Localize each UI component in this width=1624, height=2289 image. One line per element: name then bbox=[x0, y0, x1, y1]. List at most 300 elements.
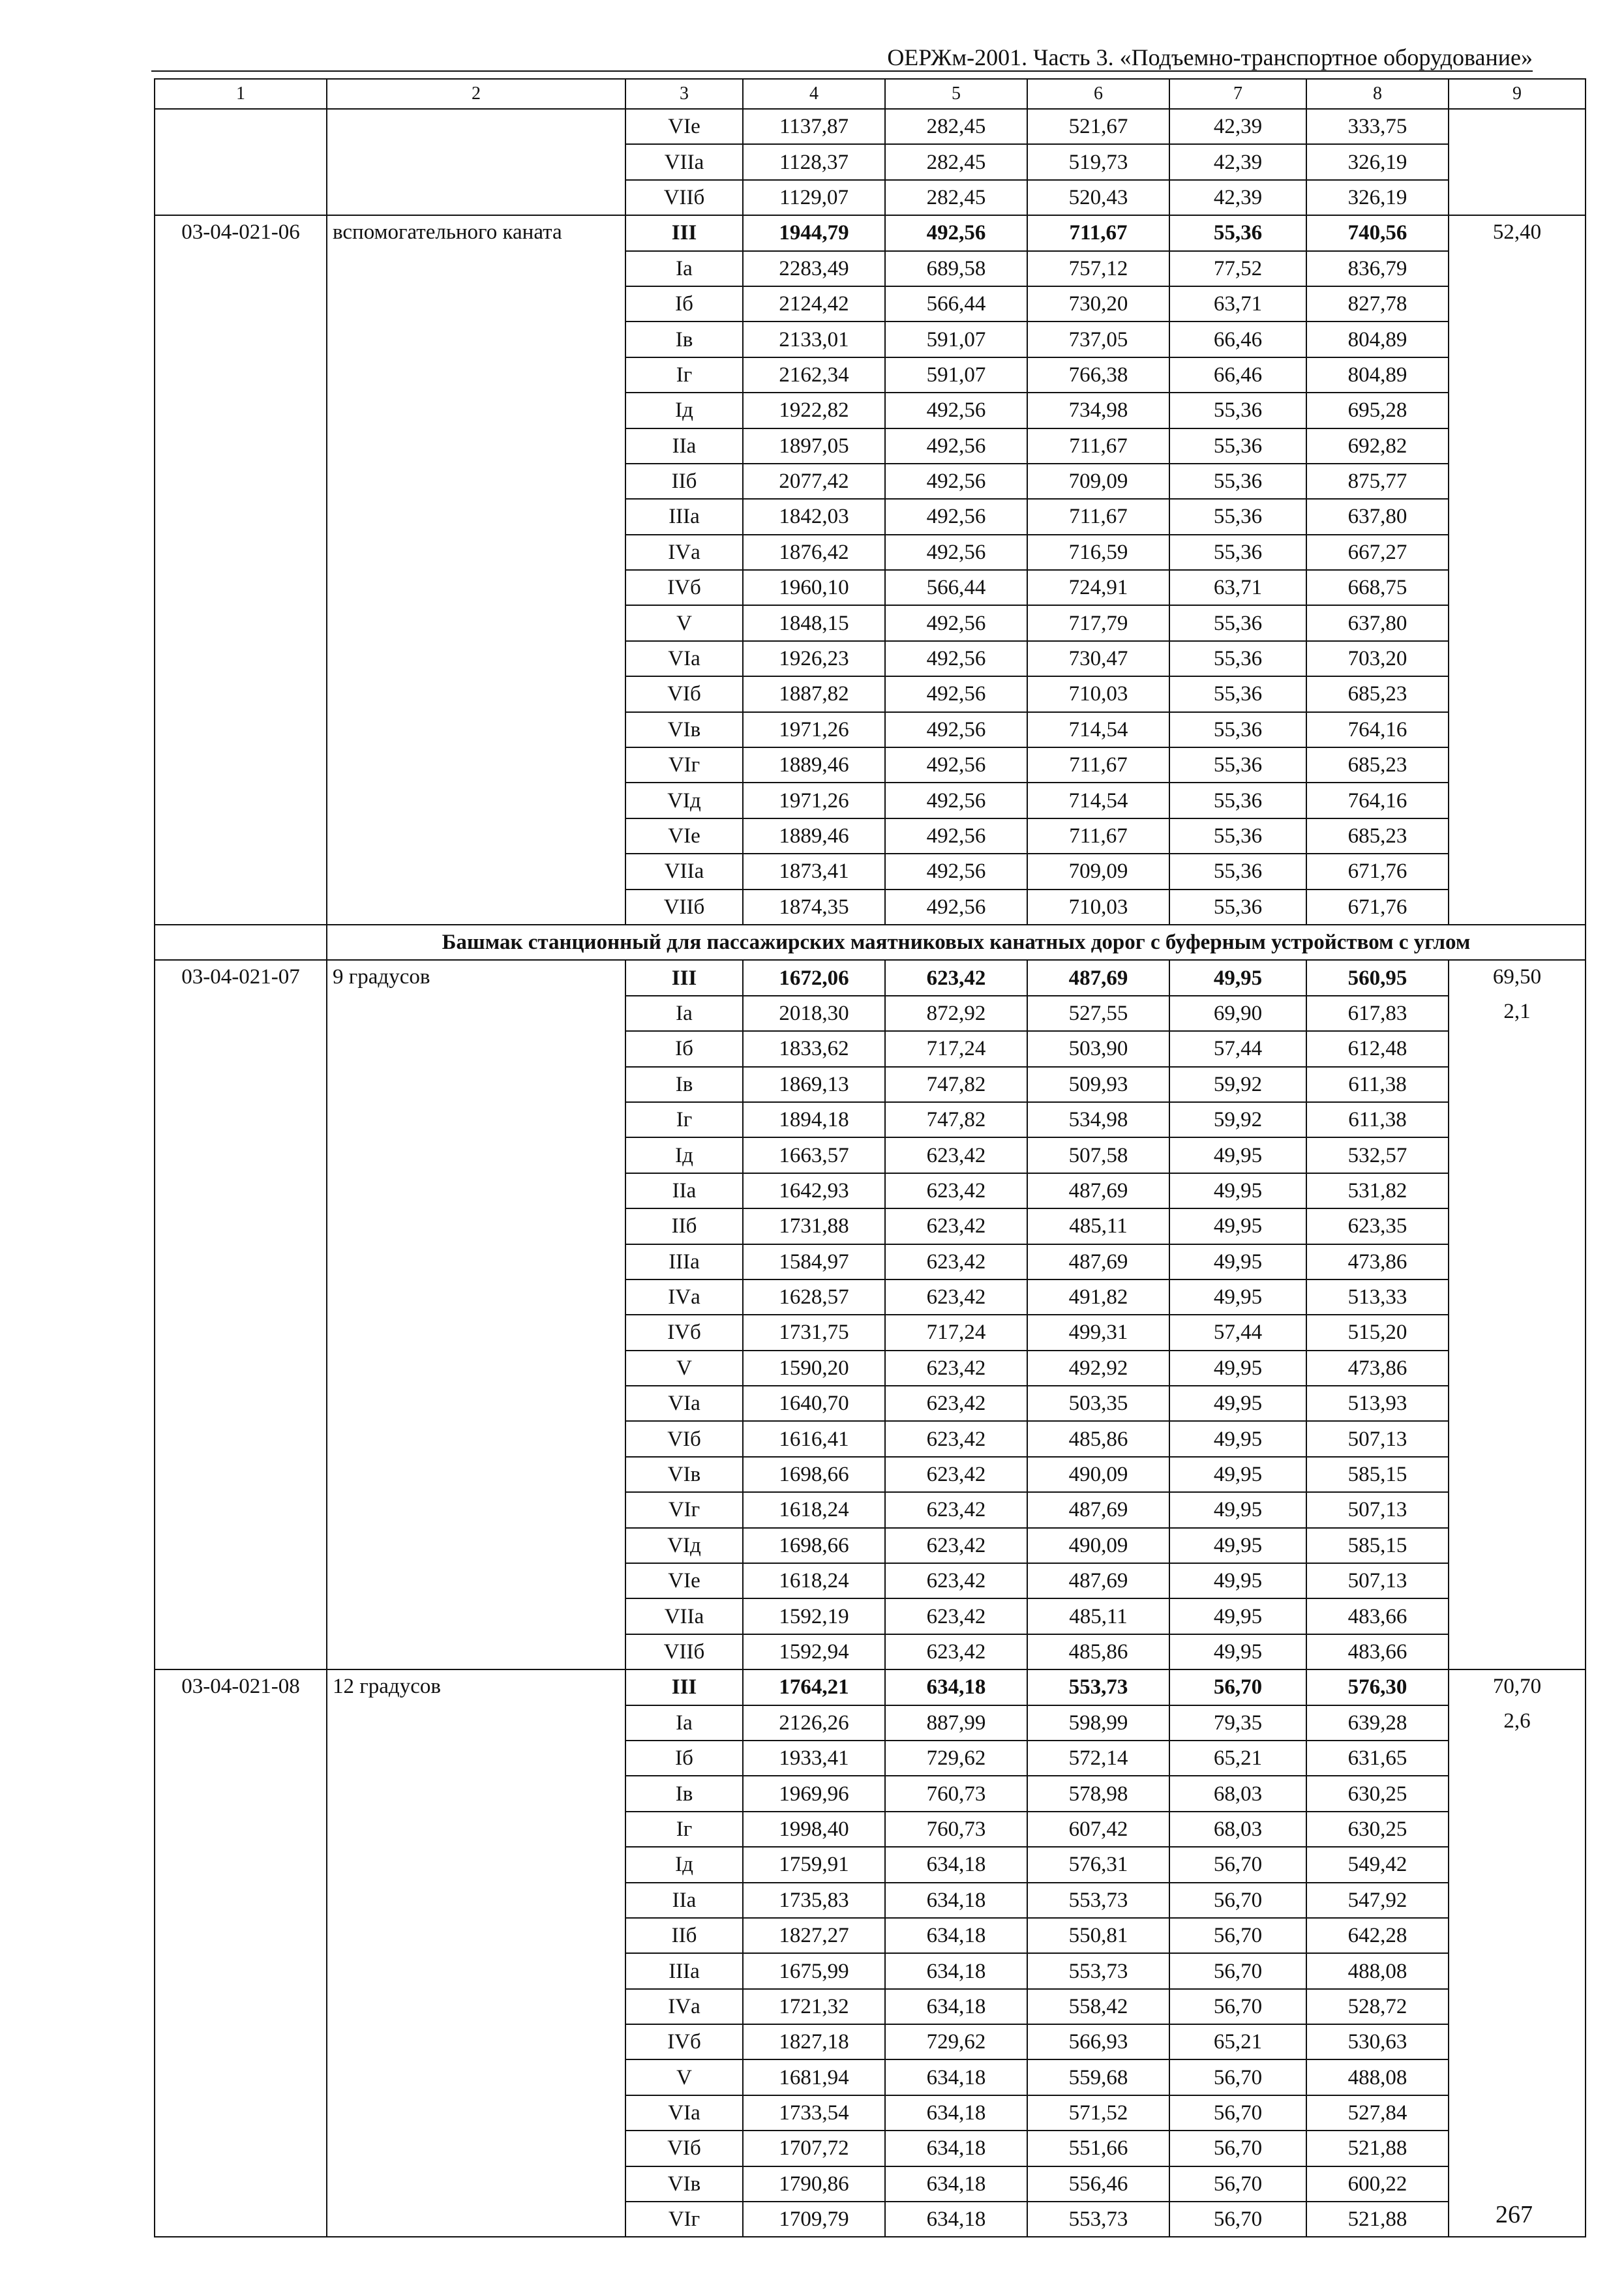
region-cell: Iг bbox=[625, 357, 743, 393]
value-cell: 1663,57 bbox=[743, 1137, 885, 1173]
value-cell: 1842,03 bbox=[743, 499, 885, 534]
value-cell: 503,35 bbox=[1027, 1386, 1169, 1421]
region-cell: VIг bbox=[625, 747, 743, 783]
value-cell: 623,42 bbox=[885, 1563, 1027, 1598]
rates-table bbox=[154, 78, 1586, 2237]
value-cell: 473,86 bbox=[1306, 1351, 1449, 1386]
value-cell: 623,42 bbox=[885, 1634, 1027, 1669]
region-cell: VIа bbox=[625, 641, 743, 676]
value-cell: 872,92 bbox=[885, 996, 1027, 1031]
value-cell: 611,38 bbox=[1306, 1102, 1449, 1137]
extra-value: 2,6 bbox=[1503, 1709, 1531, 1733]
value-cell: 1592,19 bbox=[743, 1598, 885, 1634]
value-cell: 49,95 bbox=[1169, 1563, 1306, 1598]
value-cell: 490,09 bbox=[1027, 1457, 1169, 1492]
value-cell: 55,36 bbox=[1169, 747, 1306, 783]
value-cell: 717,24 bbox=[885, 1315, 1027, 1350]
value-cell: 1628,57 bbox=[743, 1279, 885, 1315]
value-cell: 572,14 bbox=[1027, 1741, 1169, 1776]
value-cell: 56,70 bbox=[1169, 2131, 1306, 2166]
value-cell: 737,05 bbox=[1027, 322, 1169, 357]
region-cell: Iв bbox=[625, 322, 743, 357]
region-cell: VIIа bbox=[625, 144, 743, 179]
value-cell: 1721,32 bbox=[743, 1989, 885, 2024]
value-cell: 634,18 bbox=[885, 1918, 1027, 1953]
value-cell: 1960,10 bbox=[743, 570, 885, 605]
value-cell: 747,82 bbox=[885, 1067, 1027, 1102]
value-cell: 1592,94 bbox=[743, 1634, 885, 1669]
value-cell: 63,71 bbox=[1169, 570, 1306, 605]
region-cell: III bbox=[625, 1669, 743, 1705]
value-cell: 49,95 bbox=[1169, 1244, 1306, 1279]
value-cell: 68,03 bbox=[1169, 1776, 1306, 1811]
value-cell: 487,69 bbox=[1027, 1244, 1169, 1279]
value-cell: 634,18 bbox=[885, 1847, 1027, 1882]
value-cell: 714,54 bbox=[1027, 783, 1169, 818]
value-cell: 56,70 bbox=[1169, 2095, 1306, 2131]
value-cell: 623,42 bbox=[885, 1421, 1027, 1456]
value-cell: 585,15 bbox=[1306, 1528, 1449, 1563]
item-code: 03-04-021-07 bbox=[155, 960, 327, 1669]
value-cell: 57,44 bbox=[1169, 1031, 1306, 1066]
value-cell: 630,25 bbox=[1306, 1776, 1449, 1811]
value-cell: 55,36 bbox=[1169, 783, 1306, 818]
value-cell: 49,95 bbox=[1169, 1457, 1306, 1492]
value-cell: 1590,20 bbox=[743, 1351, 885, 1386]
value-cell: 630,25 bbox=[1306, 1812, 1449, 1847]
item-name: 12 градусов bbox=[327, 1669, 625, 2237]
value-cell: 560,95 bbox=[1306, 960, 1449, 995]
value-cell: 607,42 bbox=[1027, 1812, 1169, 1847]
value-cell: 65,21 bbox=[1169, 1741, 1306, 1776]
value-cell: 553,73 bbox=[1027, 1953, 1169, 1988]
value-cell: 56,70 bbox=[1169, 2202, 1306, 2237]
value-cell: 717,79 bbox=[1027, 605, 1169, 640]
value-cell: 507,13 bbox=[1306, 1492, 1449, 1527]
region-cell: IVб bbox=[625, 570, 743, 605]
value-cell: 56,70 bbox=[1169, 1953, 1306, 1988]
region-cell: IVб bbox=[625, 1315, 743, 1350]
value-cell: 551,66 bbox=[1027, 2131, 1169, 2166]
value-cell: 600,22 bbox=[1306, 2166, 1449, 2202]
value-cell: 483,66 bbox=[1306, 1634, 1449, 1669]
value-cell: 685,23 bbox=[1306, 818, 1449, 854]
value-cell: 760,73 bbox=[885, 1812, 1027, 1847]
value-cell: 566,44 bbox=[885, 286, 1027, 322]
value-cell: 492,56 bbox=[885, 783, 1027, 818]
value-cell: 485,11 bbox=[1027, 1598, 1169, 1634]
value-cell: 634,18 bbox=[885, 2095, 1027, 2131]
item-code: 03-04-021-08 bbox=[155, 1669, 327, 2237]
value-cell: 527,84 bbox=[1306, 2095, 1449, 2131]
value-cell: 55,36 bbox=[1169, 605, 1306, 640]
value-cell: 55,36 bbox=[1169, 215, 1306, 250]
region-cell: VIв bbox=[625, 712, 743, 747]
value-cell: 729,62 bbox=[885, 2024, 1027, 2059]
value-cell: 507,13 bbox=[1306, 1421, 1449, 1456]
value-cell: 509,93 bbox=[1027, 1067, 1169, 1102]
value-cell: 747,82 bbox=[885, 1102, 1027, 1137]
value-cell: 492,56 bbox=[885, 535, 1027, 570]
value-cell: 695,28 bbox=[1306, 393, 1449, 428]
value-cell: 623,42 bbox=[885, 1386, 1027, 1421]
region-cell: IIб bbox=[625, 1208, 743, 1244]
value-cell: 515,20 bbox=[1306, 1315, 1449, 1350]
value-cell: 1584,97 bbox=[743, 1244, 885, 1279]
value-cell: 1926,23 bbox=[743, 641, 885, 676]
value-cell: 488,08 bbox=[1306, 1953, 1449, 1988]
region-cell: VIд bbox=[625, 1528, 743, 1563]
value-cell: 487,69 bbox=[1027, 1492, 1169, 1527]
region-cell: VIб bbox=[625, 2131, 743, 2166]
value-cell: 492,56 bbox=[885, 712, 1027, 747]
value-cell: 513,93 bbox=[1306, 1386, 1449, 1421]
value-cell: 729,62 bbox=[885, 1741, 1027, 1776]
item-name bbox=[327, 109, 625, 215]
extra-cell bbox=[1449, 960, 1586, 1669]
value-cell: 1759,91 bbox=[743, 1847, 885, 1882]
value-cell: 671,76 bbox=[1306, 854, 1449, 889]
value-cell: 2124,42 bbox=[743, 286, 885, 322]
value-cell: 634,18 bbox=[885, 2059, 1027, 2095]
value-cell: 42,39 bbox=[1169, 109, 1306, 144]
region-cell: VIг bbox=[625, 2202, 743, 2237]
value-cell: 757,12 bbox=[1027, 251, 1169, 286]
value-cell: 1618,24 bbox=[743, 1492, 885, 1527]
value-cell: 553,73 bbox=[1027, 1669, 1169, 1705]
region-cell: IVа bbox=[625, 1989, 743, 2024]
value-cell: 642,28 bbox=[1306, 1918, 1449, 1953]
region-cell: Iв bbox=[625, 1776, 743, 1811]
value-cell: 1672,06 bbox=[743, 960, 885, 995]
value-cell: 1971,26 bbox=[743, 712, 885, 747]
value-cell: 492,56 bbox=[885, 393, 1027, 428]
value-cell: 724,91 bbox=[1027, 570, 1169, 605]
value-cell: 634,18 bbox=[885, 2202, 1027, 2237]
value-cell: 1944,79 bbox=[743, 215, 885, 250]
region-cell: VIв bbox=[625, 1457, 743, 1492]
region-cell: Iд bbox=[625, 393, 743, 428]
region-cell: IVа bbox=[625, 1279, 743, 1315]
value-cell: 887,99 bbox=[885, 1705, 1027, 1741]
value-cell: 521,88 bbox=[1306, 2131, 1449, 2166]
column-number: 3 bbox=[625, 79, 743, 109]
value-cell: 1998,40 bbox=[743, 1812, 885, 1847]
value-cell: 711,67 bbox=[1027, 818, 1169, 854]
value-cell: 1731,88 bbox=[743, 1208, 885, 1244]
value-cell: 2126,26 bbox=[743, 1705, 885, 1741]
value-cell: 637,80 bbox=[1306, 605, 1449, 640]
value-cell: 1618,24 bbox=[743, 1563, 885, 1598]
value-cell: 571,52 bbox=[1027, 2095, 1169, 2131]
value-cell: 714,54 bbox=[1027, 712, 1169, 747]
value-cell: 55,36 bbox=[1169, 641, 1306, 676]
value-cell: 711,67 bbox=[1027, 499, 1169, 534]
table-row bbox=[155, 109, 1586, 144]
value-cell: 559,68 bbox=[1027, 2059, 1169, 2095]
value-cell: 2162,34 bbox=[743, 357, 885, 393]
value-cell: 1698,66 bbox=[743, 1528, 885, 1563]
value-cell: 553,73 bbox=[1027, 2202, 1169, 2237]
value-cell: 77,52 bbox=[1169, 251, 1306, 286]
value-cell: 49,95 bbox=[1169, 1279, 1306, 1315]
value-cell: 534,98 bbox=[1027, 1102, 1169, 1137]
region-cell: VIе bbox=[625, 109, 743, 144]
page-header-title: ОЕРЖм-2001. Часть 3. «Подъемно-транспортное оборудование» bbox=[887, 44, 1533, 70]
value-cell: 710,03 bbox=[1027, 890, 1169, 925]
value-cell: 685,23 bbox=[1306, 747, 1449, 783]
value-cell: 521,88 bbox=[1306, 2202, 1449, 2237]
region-cell: VIг bbox=[625, 1492, 743, 1527]
column-number: 6 bbox=[1027, 79, 1169, 109]
value-cell: 488,08 bbox=[1306, 2059, 1449, 2095]
value-cell: 623,42 bbox=[885, 1279, 1027, 1315]
region-cell: VIIб bbox=[625, 180, 743, 215]
value-cell: 492,56 bbox=[885, 641, 1027, 676]
value-cell: 1874,35 bbox=[743, 890, 885, 925]
region-cell: VIIа bbox=[625, 854, 743, 889]
value-cell: 623,42 bbox=[885, 1351, 1027, 1386]
value-cell: 623,42 bbox=[885, 1173, 1027, 1208]
value-cell: 1889,46 bbox=[743, 747, 885, 783]
value-cell: 711,67 bbox=[1027, 747, 1169, 783]
value-cell: 521,67 bbox=[1027, 109, 1169, 144]
value-cell: 766,38 bbox=[1027, 357, 1169, 393]
value-cell: 507,13 bbox=[1306, 1563, 1449, 1598]
value-cell: 49,95 bbox=[1169, 1528, 1306, 1563]
value-cell: 623,42 bbox=[885, 1244, 1027, 1279]
value-cell: 1894,18 bbox=[743, 1102, 885, 1137]
value-cell: 709,09 bbox=[1027, 464, 1169, 499]
value-cell: 1707,72 bbox=[743, 2131, 885, 2166]
value-cell: 519,73 bbox=[1027, 144, 1169, 179]
region-cell: III bbox=[625, 960, 743, 995]
value-cell: 576,31 bbox=[1027, 1847, 1169, 1882]
value-cell: 639,28 bbox=[1306, 1705, 1449, 1741]
item-code: 03-04-021-06 bbox=[155, 215, 327, 925]
value-cell: 485,11 bbox=[1027, 1208, 1169, 1244]
value-cell: 623,42 bbox=[885, 1528, 1027, 1563]
extra-cell bbox=[1449, 1669, 1586, 2237]
value-cell: 634,18 bbox=[885, 1953, 1027, 1988]
value-cell: 734,98 bbox=[1027, 393, 1169, 428]
value-cell: 598,99 bbox=[1027, 1705, 1169, 1741]
value-cell: 55,36 bbox=[1169, 428, 1306, 464]
value-cell: 282,45 bbox=[885, 180, 1027, 215]
value-cell: 49,95 bbox=[1169, 1492, 1306, 1527]
section-row bbox=[155, 925, 1586, 960]
value-cell: 1790,86 bbox=[743, 2166, 885, 2202]
value-cell: 1833,62 bbox=[743, 1031, 885, 1066]
table-body bbox=[155, 79, 1586, 2237]
value-cell: 59,92 bbox=[1169, 1067, 1306, 1102]
value-cell: 485,86 bbox=[1027, 1421, 1169, 1456]
region-cell: IIа bbox=[625, 1173, 743, 1208]
value-cell: 617,83 bbox=[1306, 996, 1449, 1031]
value-cell: 710,03 bbox=[1027, 676, 1169, 711]
value-cell: 49,95 bbox=[1169, 1137, 1306, 1173]
value-cell: 66,46 bbox=[1169, 357, 1306, 393]
value-cell: 491,82 bbox=[1027, 1279, 1169, 1315]
value-cell: 1128,37 bbox=[743, 144, 885, 179]
value-cell: 55,36 bbox=[1169, 712, 1306, 747]
value-cell: 56,70 bbox=[1169, 1669, 1306, 1705]
column-number: 7 bbox=[1169, 79, 1306, 109]
region-cell: Iг bbox=[625, 1102, 743, 1137]
region-cell: IIIа bbox=[625, 1953, 743, 1988]
value-cell: 585,15 bbox=[1306, 1457, 1449, 1492]
value-cell: 591,07 bbox=[885, 357, 1027, 393]
item-code bbox=[155, 109, 327, 215]
value-cell: 668,75 bbox=[1306, 570, 1449, 605]
value-cell: 49,95 bbox=[1169, 960, 1306, 995]
value-cell: 282,45 bbox=[885, 144, 1027, 179]
value-cell: 1887,82 bbox=[743, 676, 885, 711]
section-title: Башмак станционный для пассажирских маятниковых канатных дорог с буферным устройством с углом bbox=[327, 925, 1586, 960]
value-cell: 492,56 bbox=[885, 854, 1027, 889]
value-cell: 566,93 bbox=[1027, 2024, 1169, 2059]
value-cell: 1897,05 bbox=[743, 428, 885, 464]
value-cell: 711,67 bbox=[1027, 428, 1169, 464]
value-cell: 79,35 bbox=[1169, 1705, 1306, 1741]
extra-cell bbox=[1449, 109, 1586, 215]
value-cell: 2133,01 bbox=[743, 322, 885, 357]
region-cell: IIб bbox=[625, 1918, 743, 1953]
value-cell: 69,90 bbox=[1169, 996, 1306, 1031]
table-row bbox=[155, 960, 1586, 995]
value-cell: 804,89 bbox=[1306, 322, 1449, 357]
value-cell: 553,73 bbox=[1027, 1883, 1169, 1918]
region-cell: IIа bbox=[625, 1883, 743, 1918]
value-cell: 490,09 bbox=[1027, 1528, 1169, 1563]
value-cell: 671,76 bbox=[1306, 890, 1449, 925]
value-cell: 1698,66 bbox=[743, 1457, 885, 1492]
value-cell: 492,56 bbox=[885, 464, 1027, 499]
column-number: 8 bbox=[1306, 79, 1449, 109]
value-cell: 492,56 bbox=[885, 818, 1027, 854]
region-cell: V bbox=[625, 605, 743, 640]
value-cell: 59,92 bbox=[1169, 1102, 1306, 1137]
region-cell: IIIа bbox=[625, 1244, 743, 1279]
value-cell: 492,56 bbox=[885, 499, 1027, 534]
value-cell: 634,18 bbox=[885, 2131, 1027, 2166]
table-row bbox=[155, 1669, 1586, 1705]
region-cell: Iб bbox=[625, 1031, 743, 1066]
value-cell: 804,89 bbox=[1306, 357, 1449, 393]
value-cell: 55,36 bbox=[1169, 535, 1306, 570]
value-cell: 2283,49 bbox=[743, 251, 885, 286]
value-cell: 667,27 bbox=[1306, 535, 1449, 570]
value-cell: 473,86 bbox=[1306, 1244, 1449, 1279]
value-cell: 65,21 bbox=[1169, 2024, 1306, 2059]
value-cell: 623,42 bbox=[885, 1492, 1027, 1527]
value-cell: 1873,41 bbox=[743, 854, 885, 889]
value-cell: 689,58 bbox=[885, 251, 1027, 286]
value-cell: 634,18 bbox=[885, 2166, 1027, 2202]
value-cell: 760,73 bbox=[885, 1776, 1027, 1811]
value-cell: 730,47 bbox=[1027, 641, 1169, 676]
region-cell: VIIб bbox=[625, 1634, 743, 1669]
value-cell: 503,90 bbox=[1027, 1031, 1169, 1066]
value-cell: 549,42 bbox=[1306, 1847, 1449, 1882]
region-cell: III bbox=[625, 215, 743, 250]
value-cell: 623,42 bbox=[885, 1598, 1027, 1634]
value-cell: 57,44 bbox=[1169, 1315, 1306, 1350]
value-cell: 56,70 bbox=[1169, 1989, 1306, 2024]
value-cell: 528,72 bbox=[1306, 1989, 1449, 2024]
value-cell: 566,44 bbox=[885, 570, 1027, 605]
value-cell: 326,19 bbox=[1306, 144, 1449, 179]
value-cell: 1969,96 bbox=[743, 1776, 885, 1811]
value-cell: 623,42 bbox=[885, 1457, 1027, 1492]
value-cell: 499,31 bbox=[1027, 1315, 1169, 1350]
extra-value: 52,40 bbox=[1492, 220, 1542, 245]
region-cell: VIв bbox=[625, 2166, 743, 2202]
column-number: 2 bbox=[327, 79, 625, 109]
value-cell: 836,79 bbox=[1306, 251, 1449, 286]
region-cell: VIIб bbox=[625, 890, 743, 925]
value-cell: 716,59 bbox=[1027, 535, 1169, 570]
region-cell: IIIа bbox=[625, 499, 743, 534]
value-cell: 492,92 bbox=[1027, 1351, 1169, 1386]
value-cell: 55,36 bbox=[1169, 818, 1306, 854]
value-cell: 717,24 bbox=[885, 1031, 1027, 1066]
extra-value: 2,1 bbox=[1503, 999, 1531, 1023]
value-cell: 63,71 bbox=[1169, 286, 1306, 322]
value-cell: 1869,13 bbox=[743, 1067, 885, 1102]
value-cell: 1827,18 bbox=[743, 2024, 885, 2059]
value-cell: 68,03 bbox=[1169, 1812, 1306, 1847]
region-cell: Iв bbox=[625, 1067, 743, 1102]
region-cell: V bbox=[625, 2059, 743, 2095]
value-cell: 730,20 bbox=[1027, 286, 1169, 322]
region-cell: Iа bbox=[625, 251, 743, 286]
region-cell: IIа bbox=[625, 428, 743, 464]
value-cell: 492,56 bbox=[885, 676, 1027, 711]
value-cell: 2018,30 bbox=[743, 996, 885, 1031]
value-cell: 2077,42 bbox=[743, 464, 885, 499]
value-cell: 49,95 bbox=[1169, 1386, 1306, 1421]
value-cell: 1616,41 bbox=[743, 1421, 885, 1456]
value-cell: 56,70 bbox=[1169, 2166, 1306, 2202]
value-cell: 49,95 bbox=[1169, 1634, 1306, 1669]
value-cell: 1642,93 bbox=[743, 1173, 885, 1208]
value-cell: 1889,46 bbox=[743, 818, 885, 854]
region-cell: VIе bbox=[625, 1563, 743, 1598]
value-cell: 56,70 bbox=[1169, 1918, 1306, 1953]
value-cell: 634,18 bbox=[885, 1883, 1027, 1918]
value-cell: 56,70 bbox=[1169, 1883, 1306, 1918]
value-cell: 55,36 bbox=[1169, 676, 1306, 711]
value-cell: 507,58 bbox=[1027, 1137, 1169, 1173]
value-cell: 611,38 bbox=[1306, 1067, 1449, 1102]
value-cell: 55,36 bbox=[1169, 890, 1306, 925]
value-cell: 1640,70 bbox=[743, 1386, 885, 1421]
value-cell: 634,18 bbox=[885, 1989, 1027, 2024]
item-name: 9 градусов bbox=[327, 960, 625, 1669]
region-cell: V bbox=[625, 1351, 743, 1386]
value-cell: 711,67 bbox=[1027, 215, 1169, 250]
value-cell: 55,36 bbox=[1169, 854, 1306, 889]
value-cell: 550,81 bbox=[1027, 1918, 1169, 1953]
value-cell: 827,78 bbox=[1306, 286, 1449, 322]
value-cell: 623,42 bbox=[885, 1137, 1027, 1173]
value-cell: 55,36 bbox=[1169, 464, 1306, 499]
value-cell: 576,30 bbox=[1306, 1669, 1449, 1705]
value-cell: 487,69 bbox=[1027, 1173, 1169, 1208]
header-rule bbox=[151, 70, 1533, 72]
value-cell: 483,66 bbox=[1306, 1598, 1449, 1634]
